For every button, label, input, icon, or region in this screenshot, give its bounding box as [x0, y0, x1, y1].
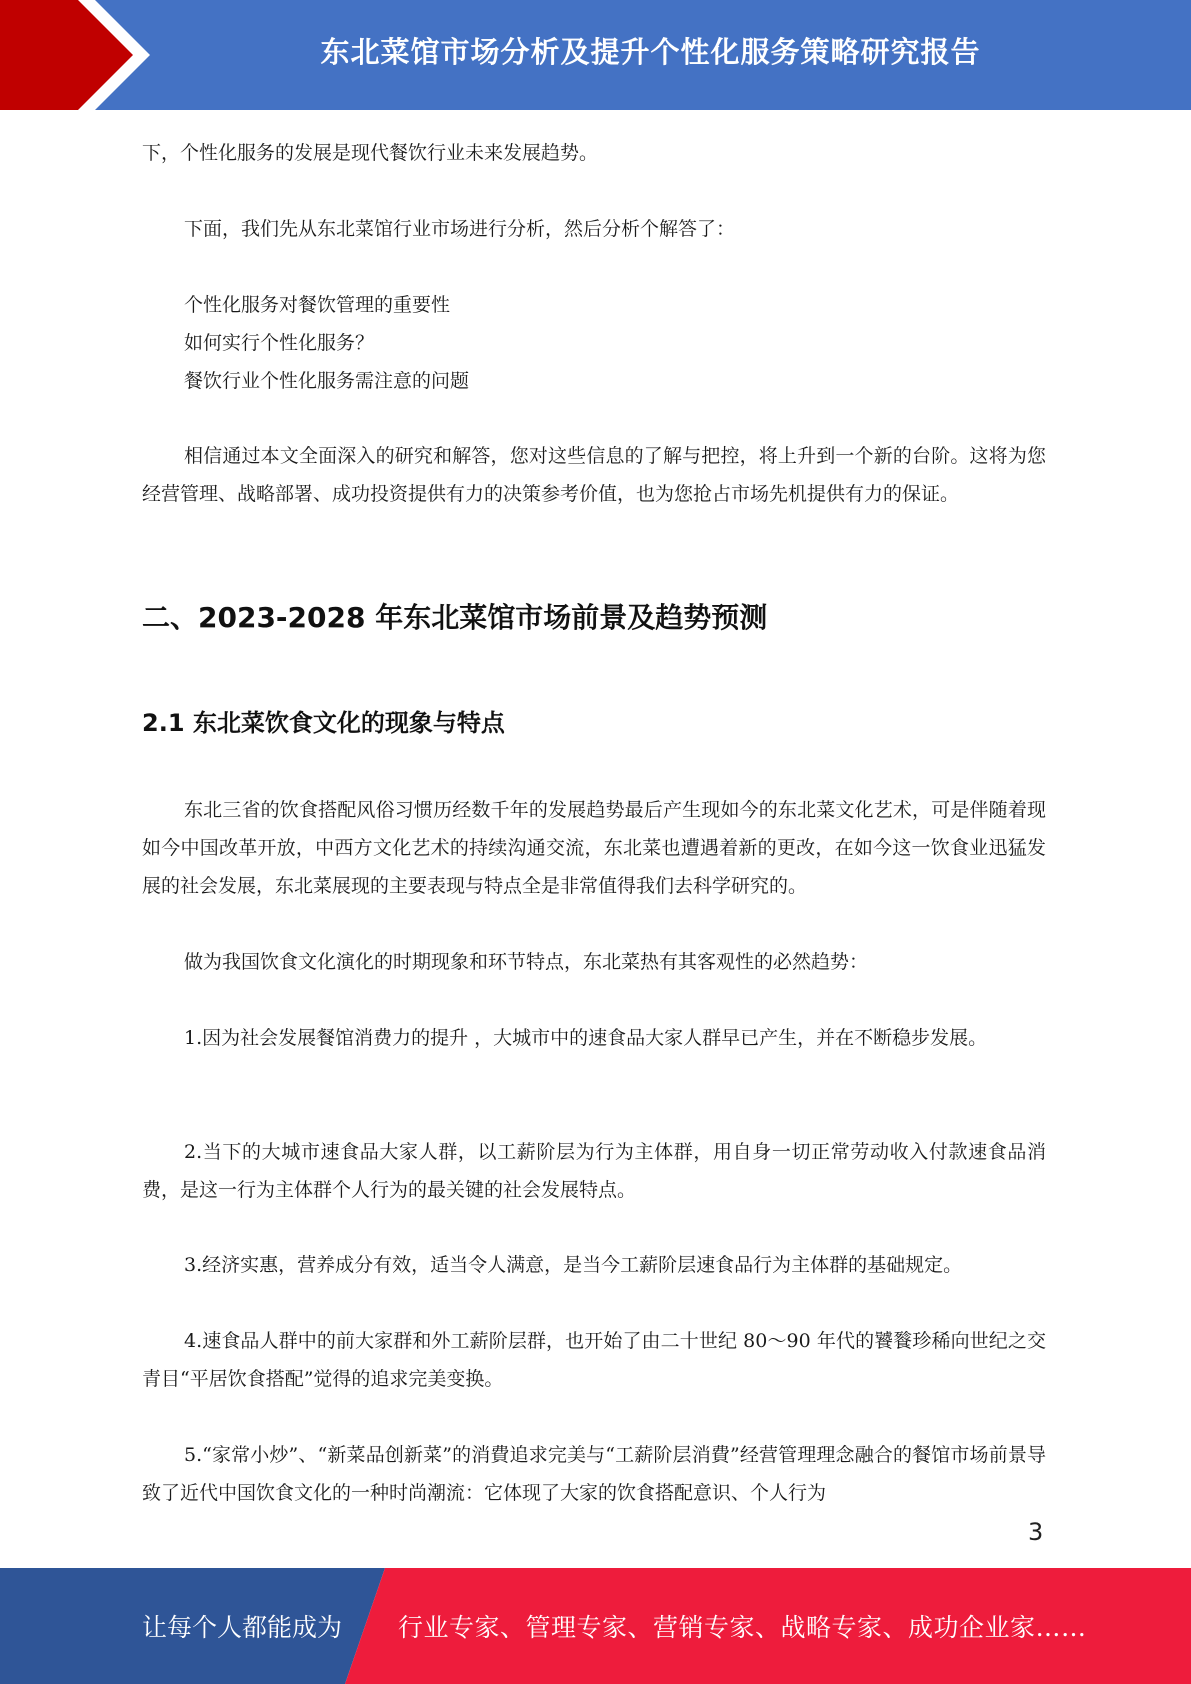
paragraph-point-2: 2.当下的大城市速食品大家人群，以工薪阶层为行为主体群，用自身一切正常劳动收入付款速食品消费，是这一行为主体群个人行为的最关键的社会发展特点。	[142, 1141, 1046, 1201]
paragraph-intro: 下面，我们先从东北菜馆行业市场进行分析，然后分析个解答了：	[184, 218, 736, 240]
paragraph-continuation: 下，个性化服务的发展是现代餐饮行业未来发展趋势。	[142, 142, 599, 164]
paragraph-point-4: 4.速食品人群中的前大家群和外工薪阶层群，也开始了由二十世纪 80～90 年代的饕餮珍稀向世纪之交青目“平居饮食搭配”觉得的追求完美变换。	[142, 1330, 1046, 1390]
subsection-heading: 2.1 东北菜饮食文化的现象与特点	[142, 709, 505, 737]
paragraph-summary: 相信通过本文全面深入的研究和解答，您对这些信息的了解与把控，将上升到一个新的台阶。这将为您经营管理、战略部署、成功投资提供有力的决策参考价值，也为您抢占市场先机提供有力的保证。	[142, 445, 1046, 505]
footer-slogan-left: 让每个人都能成为	[142, 1613, 343, 1642]
section-heading: 二、2023-2028 年东北菜馆市场前景及趋势预测	[142, 601, 768, 634]
page-header	[0, 0, 1191, 110]
paragraph-point-5: 5.“家常小炒”、“新菜品创新菜”的消費追求完美与“工薪阶层消費”经营管理理念融合的餐馆市场前景导致了近代中国饮食文化的一种时尚潮流：它体现了大家的饮食搭配意识、个人行为	[142, 1444, 1046, 1504]
page-footer	[0, 1568, 1191, 1684]
list-item: 餐饮行业个性化服务需注意的问题	[184, 370, 470, 392]
paragraph-point-1: 1.因为社会发展餐馆消费力的提升 ，大城市中的速食品大家人群早已产生，并在不断稳步发展。	[184, 1027, 988, 1049]
page-number: 3	[1028, 1518, 1044, 1546]
list-item: 个性化服务对餐饮管理的重要性	[184, 294, 451, 316]
paragraph-trend: 做为我国饮食文化演化的时期现象和环节特点，东北菜热有其客观性的必然趋势：	[184, 951, 869, 973]
footer-slogan-right: 行业专家、管理专家、营销专家、战略专家、成功企业家……	[398, 1613, 1087, 1642]
paragraph-culture: 东北三省的饮食搭配风俗习惯历经数千年的发展趋势最后产生现如今的东北菜文化艺术，可是伴随着现如今中国改革开放，中西方文化艺术的持续沟通交流，东北菜也遭遇着新的更改，在如今这一饮食业迅猛发展的社会发展，东北菜展现的主要表现与特点全是非常值得我们去科学研究的。	[142, 799, 1046, 897]
header-title: 东北菜馆市场分析及提升个性化服务策略研究报告	[320, 34, 981, 69]
paragraph-point-3: 3.经济实惠，营养成分有效，适当令人满意，是当今工薪阶层速食品行为主体群的基础规定。	[184, 1254, 963, 1276]
list-item: 如何实行个性化服务？	[184, 332, 375, 354]
